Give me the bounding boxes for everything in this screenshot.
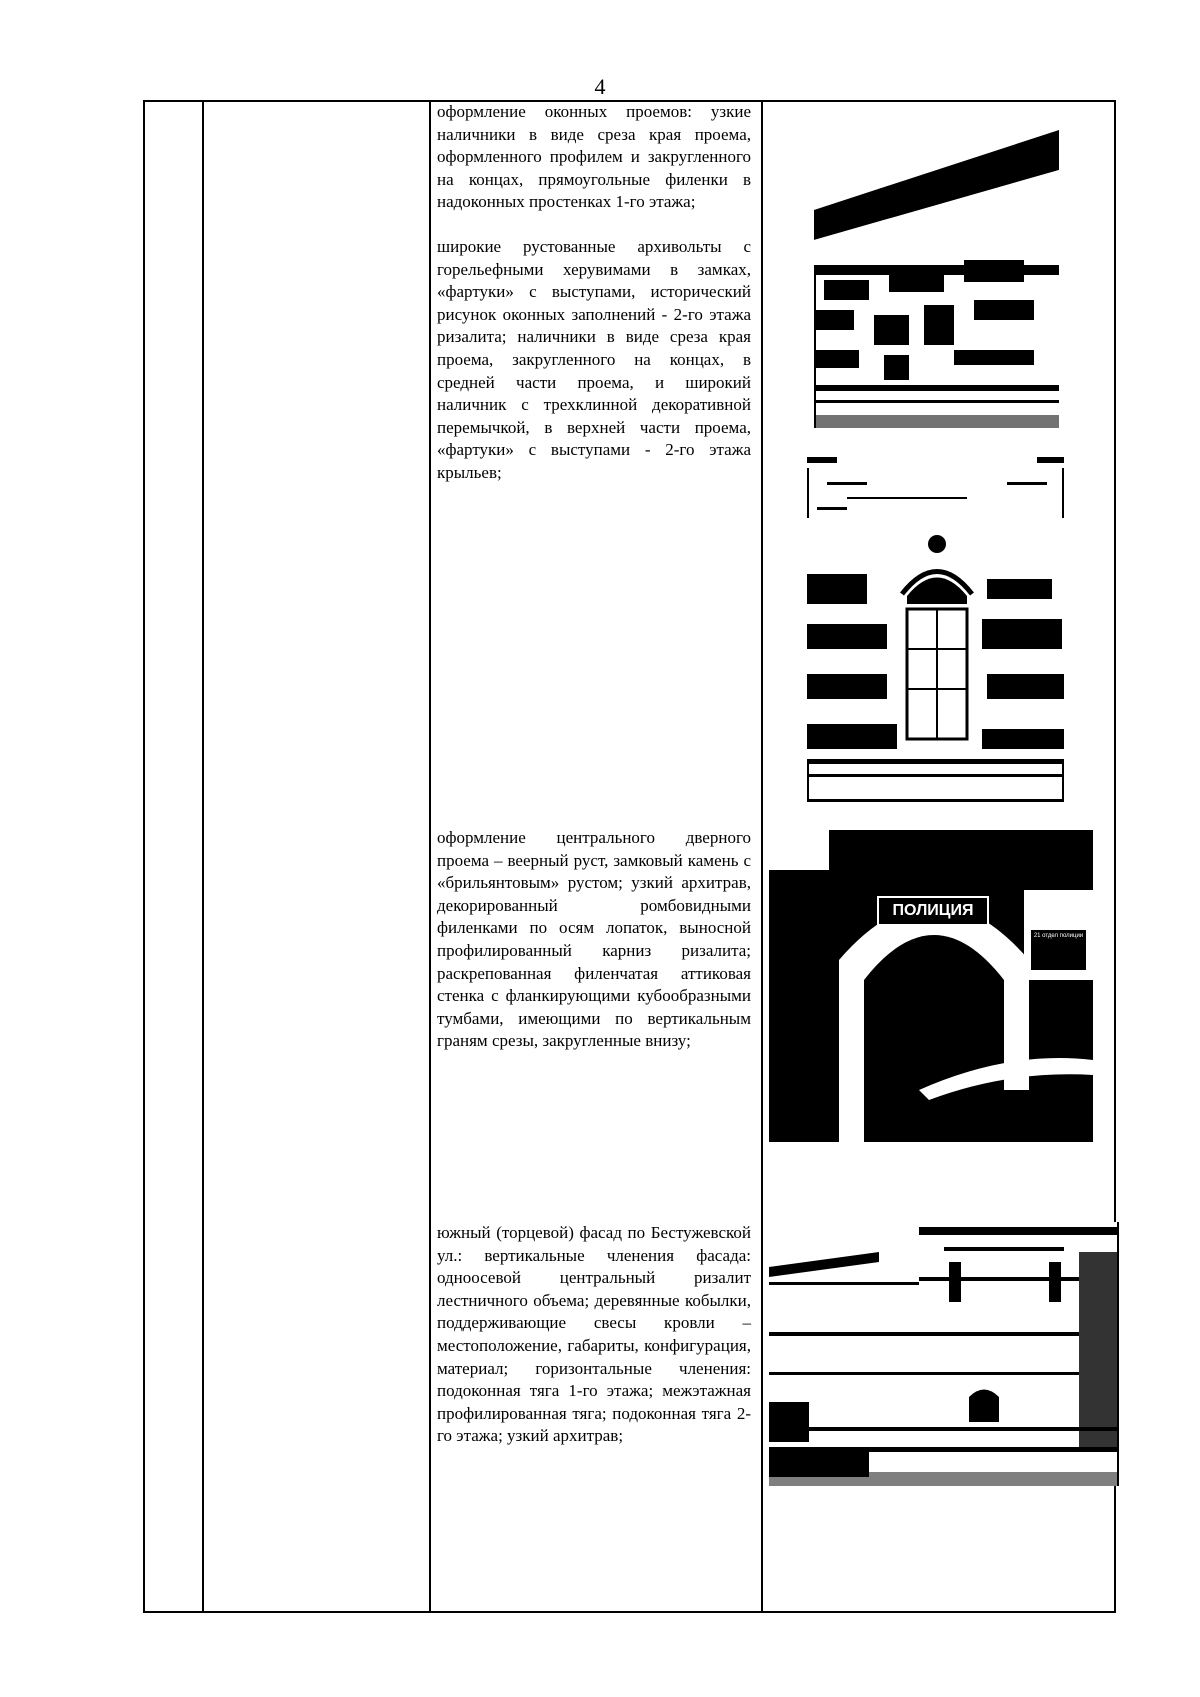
paragraph-second-floor-windows: широкие рустованные архивольты с горельефными херувимами в замках, «фартуки» с выступами, исторический рисунок оконных заполнений - 2-го этажа ризалита; наличники в виде среза края проема, закругленного на концах, в средней части проема, и широкий наличник с трехклинной декоративной перемычкой, в верхней части проема, «фартуки» с выступами - 2-го этажа крыльев;	[437, 236, 751, 482]
column-divider	[202, 102, 204, 1611]
facade-strip-photo	[807, 452, 1064, 518]
paragraph-first-floor-windows: оформление оконных проемов: узкие наличники в виде среза края проема, оформленного профилем и закругленного на концах, прямоугольные филенки в надоконных простенках 1-го этажа;	[437, 102, 751, 212]
column-divider	[429, 102, 431, 1611]
police-entrance-photo	[769, 830, 1093, 1142]
paragraph-south-facade: южный (торцевой) фасад по Бестужевской ул.: вертикальные членения фасада: одноосевой центральный ризалит лестничного объема; деревянные кобылки, поддерживающие свесы кровли – местоположение, габариты, конфигурация, материал; горизонтальные членения: подоконная тяга 1-го этажа; межэтажная профилированная тяга; подоконная тяга 2-го этажа; узкий архитрав;	[437, 1223, 751, 1446]
police-sign: ПОЛИЦИЯ	[877, 896, 989, 926]
paragraph-central-door: оформление центрального дверного проема – веерный руст, замковый камень с «брильянтовым» рустом; узкий архитрав, декорированный ромбовидными филенками по осям лопаток, выносной профилированный карниз ризалита; раскрепованная филенчатая аттиковая стенка с фланкирующими кубообразными тумбами, имеющими по вертикальным граням срезы, закругленные внизу;	[437, 828, 751, 1051]
south-facade-photo	[769, 1222, 1119, 1486]
facade-windows-photo	[814, 130, 1059, 428]
description-windows	[437, 101, 751, 485]
description-south-facade	[437, 1222, 751, 1448]
description-central-door	[437, 827, 751, 1053]
arched-window-photo	[807, 534, 1064, 802]
page-number: 4	[594, 74, 606, 99]
column-divider	[761, 102, 763, 1611]
police-plaque: 21 отдел полиции	[1033, 933, 1084, 939]
